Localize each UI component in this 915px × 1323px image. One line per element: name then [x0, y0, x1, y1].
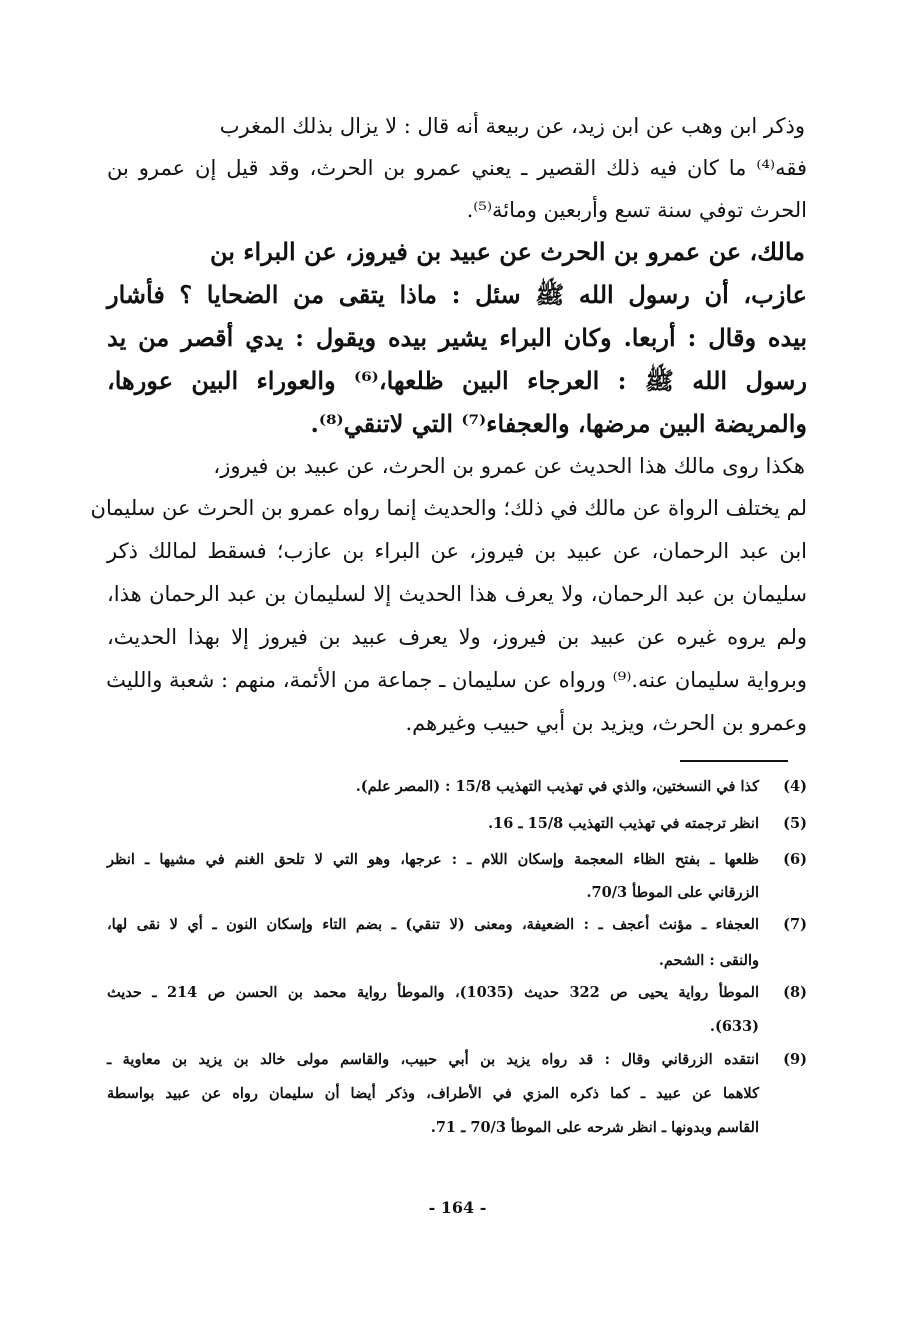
- hadith-line: بيده وقال : أربعا. وكان البراء يشير بيده ويقول : يدي أقصر من يد: [107, 323, 807, 352]
- footnote-number: (6): [783, 851, 807, 868]
- footnote-number: (5): [783, 815, 807, 832]
- footnote-text: انتقده الزرقاني وقال : قد رواه يزيد بن أبي حبيب، والقاسم مولى خالد بن يزيد بن معاوية ـ: [107, 1051, 759, 1068]
- footnote-number: (4): [783, 778, 807, 795]
- footnote-text: (633).: [709, 1018, 759, 1035]
- hadith-line: رسول الله ﷺ : العرجاء البين ظلعها،⁽⁶⁾ والعوراء البين عورها،: [107, 366, 808, 395]
- footnote-text: القاسم وبدونها ـ انظر شرحه على الموطأ 70/3 ـ 71.: [430, 1119, 759, 1136]
- footnote-text: والنقى : الشحم.: [658, 952, 759, 969]
- footnote-text: انظر ترجمته في تهذيب التهذيب 15/8 ـ 16.: [488, 815, 759, 832]
- footnote-text: الزرقاني على الموطأ 70/3.: [586, 884, 759, 901]
- footnote-number: (8): [783, 984, 807, 1001]
- footnote-text: الموطأ رواية يحيى ص 322 حديث (1035)، والموطأ رواية محمد بن الحسن ص 214 ـ حديث: [107, 984, 759, 1001]
- text-line: ولم يروه غيره عن عبيد بن فيروز، ولا يعرف عبيد بن فيروز إلا بهذا الحديث،: [107, 625, 807, 649]
- text-line: وعمرو بن الحرث، ويزيد بن أبي حبيب وغيرهم.: [405, 711, 807, 735]
- hadith-line: والمريضة البين مرضها، والعجفاء⁽⁷⁾ التي لاتنقي⁽⁸⁾.: [310, 409, 807, 438]
- footnote-text: كذا في النسختين، والذي في تهذيب التهذيب 15/8 : (المصر علم).: [355, 778, 759, 795]
- text-line: الحرث توفي سنة تسع وأربعين ومائة⁽⁵⁾.: [466, 198, 807, 222]
- footnote-number: (9): [783, 1051, 807, 1068]
- text-line: وذكر ابن وهب عن ابن زيد، عن ربيعة أنه قال : لا يزال بذلك المغرب: [219, 114, 805, 138]
- text-line: ابن عبد الرحمان، عن عبيد بن فيروز، عن البراء بن عازب؛ فسقط لمالك ذكر: [107, 539, 807, 563]
- text-line: سليمان بن عبد الرحمان، ولا يعرف هذا الحديث إلا لسليمان بن عبد الرحمان هذا،: [107, 582, 807, 606]
- page-number: - 164 -: [428, 1198, 487, 1217]
- footnote-number: (7): [783, 916, 807, 933]
- text-line: وبرواية سليمان عنه.⁽⁹⁾ ورواه عن سليمان ـ جماعة من الأئمة، منهم : شعبة والليث: [106, 668, 807, 692]
- footnote-text: كلاهما عن عبيد ـ كما ذكره المزي في الأطراف، وذكر أيضا أن سليمان رواه عن عبيد بواسطة: [107, 1085, 759, 1102]
- footnote-separator: [680, 760, 788, 762]
- text-line: لم يختلف الرواة عن مالك في ذلك؛ والحديث إنما رواه عمرو بن الحرث عن سليمان: [90, 496, 807, 520]
- hadith-line: عازب، أن رسول الله ﷺ سئل : ماذا يتقى من الضحايا ؟ فأشار: [107, 280, 807, 309]
- text-line: فقه⁽⁴⁾ ما كان فيه ذلك القصير ـ يعني عمرو بن الحرث، وقد قيل إن عمرو بن: [107, 156, 807, 180]
- footnote-text: العجفاء ـ مؤنث أعجف ـ : الضعيفة، ومعنى (لا تنقي) ـ بضم التاء وإسكان النون ـ أي لا نقى لها،: [107, 916, 759, 933]
- footnote-text: ظلعها ـ بفتح الظاء المعجمة وإسكان اللام ـ : عرجها، وهو التي لا تلحق الغنم في مشيها ـ انظر: [107, 851, 759, 868]
- text-line: هكذا روى مالك هذا الحديث عن عمرو بن الحرث، عن عبيد بن فيروز،: [213, 454, 805, 478]
- hadith-line: مالك، عن عمرو بن الحرث عن عبيد بن فيروز، عن البراء بن: [209, 237, 805, 266]
